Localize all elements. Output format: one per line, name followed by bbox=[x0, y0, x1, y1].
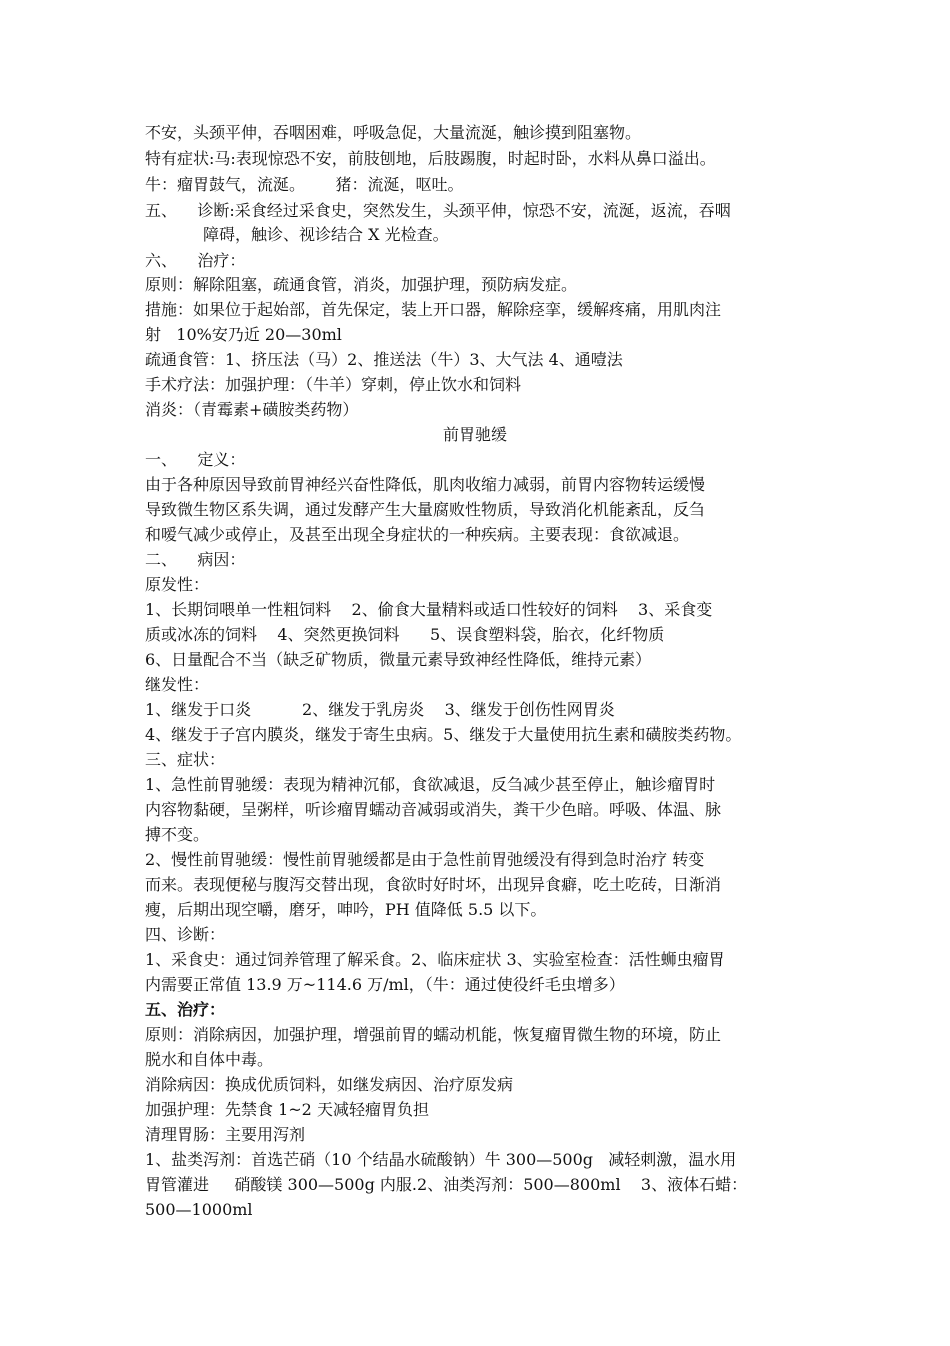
text-line: 和嗳气减少或停止，及甚至出现全身症状的一种疾病。主要表现：食欲减退。 bbox=[145, 525, 690, 544]
text-line: 内容物黏硬，呈粥样，听诊瘤胃蠕动音减弱或消失，粪干少色暗。呼吸、体温、脉 bbox=[145, 800, 722, 819]
text-line: 1、盐类泻剂：首选芒硝（10 个结晶水硫酸钠）牛 300—500g 减轻刺激，温水用 bbox=[145, 1150, 737, 1169]
text-line: 1、长期饲喂单一性粗饲料 2、偷食大量精料或适口性较好的饲料 3、采食变 bbox=[145, 600, 713, 619]
text-line: 内需要正常值 13.9 万~114.6 万/ml，（牛：通过使役纤毛虫增多） bbox=[145, 975, 625, 994]
text-line: 消炎：（青霉素+磺胺类药物） bbox=[145, 400, 359, 419]
text-line: 6、日量配合不当（缺乏矿物质，微量元素导致神经性降低，维持元素） bbox=[145, 650, 652, 669]
text-line: 障碍，触诊、视诊结合 X 光检查。 bbox=[203, 225, 449, 244]
section-heading: 三、症状： bbox=[145, 750, 226, 769]
section-heading: 四、诊断： bbox=[145, 925, 226, 944]
text-line: 而来。表现便秘与腹泻交替出现，食欲时好时坏，出现异食癖，吃土吃砖，日渐消 bbox=[145, 875, 722, 894]
text-line: 4、继发于子宫内膜炎，继发于寄生虫病。5、继发于大量使用抗生素和磺胺类药物。 bbox=[145, 725, 742, 744]
text-line: 2、慢性前胃驰缓：慢性前胃驰缓都是由于急性前胃弛缓没有得到急时治疗 转变 bbox=[145, 850, 705, 869]
text-line: 由于各种原因导致前胃神经兴奋性降低，肌肉收缩力减弱，前胃内容物转运缓慢 bbox=[145, 475, 706, 494]
text-line: 原则：解除阻塞，疏通食管，消炎，加强护理，预防病发症。 bbox=[145, 275, 578, 294]
text-line: 导致微生物区系失调，通过发酵产生大量腐败性物质，导致消化机能紊乱，反刍 bbox=[145, 500, 706, 519]
text-line: 牛：瘤胃鼓气，流涎。 猪：流涎，呕吐。 bbox=[145, 175, 464, 194]
text-line: 消除病因：换成优质饲料，如继发病因、治疗原发病 bbox=[145, 1075, 514, 1094]
text-line: 清理胃肠：主要用泻剂 bbox=[145, 1125, 306, 1144]
section-heading: 二、 病因： bbox=[145, 550, 246, 569]
text-line: 加强护理：先禁食 1~2 天减轻瘤胃负担 bbox=[145, 1100, 429, 1119]
text-line: 疏通食管：1、挤压法（马）2、推送法（牛）3、大气法 4、通噎法 bbox=[145, 350, 623, 369]
text-line: 1、继发于口炎 2、继发于乳房炎 3、继发于创伤性网胃炎 bbox=[145, 700, 615, 719]
text-line: 搏不变。 bbox=[145, 825, 210, 844]
text-line: 继发性： bbox=[145, 675, 210, 694]
text-line: 原发性： bbox=[145, 575, 210, 594]
section-heading: 五、 诊断:采食经过采食史，突然发生，头颈平伸，惊恐不安，流涎，返流，吞咽 bbox=[145, 201, 731, 220]
text-line: 1、采食史：通过饲养管理了解采食。2、临床症状 3、实验室检查：活性蛳虫瘤胃 bbox=[145, 950, 725, 969]
text-line: 措施：如果位于起始部，首先保定，装上开口器，解除痉挛，缓解疼痛，用肌肉注 bbox=[145, 300, 722, 319]
text-line: 手术疗法：加强护理：（牛羊）穿刺，停止饮水和饲料 bbox=[145, 375, 522, 394]
text-line: 胃管灌进 硝酸镁 300—500g 内服.2、油类泻剂：500—800ml 3、液体石蜡： bbox=[145, 1175, 748, 1194]
text-line: 质或冰冻的饲料 4、突然更换饲料 5、误食塑料袋，胎衣，化纤物质 bbox=[145, 625, 665, 644]
section-heading: 六、 治疗： bbox=[145, 251, 246, 270]
text-line: 射 10%安乃近 20—30ml bbox=[145, 325, 342, 344]
text-line: 特有症状:马:表现惊恐不安，前肢刨地，后肢踢腹，时起时卧，水料从鼻口溢出。 bbox=[145, 149, 716, 168]
text-line: 500—1000ml bbox=[145, 1200, 253, 1219]
text-line: 不安，头颈平伸，吞咽困难，呼吸急促，大量流涎，触诊摸到阻塞物。 bbox=[145, 123, 642, 142]
text-line: 原则：消除病因，加强护理，增强前胃的蠕动机能，恢复瘤胃微生物的环境，防止 bbox=[145, 1025, 722, 1044]
section-heading: 五、治疗： bbox=[145, 1000, 226, 1019]
section-heading: 一、 定义： bbox=[145, 450, 246, 469]
text-line: 瘦，后期出现空嚼，磨牙，呻吟，PH 值降低 5.5 以下。 bbox=[145, 900, 547, 919]
text-line: 1、急性前胃驰缓：表现为精神沉郁，食欲减退，反刍减少甚至停止，触诊瘤胃时 bbox=[145, 775, 716, 794]
section-title: 前胃驰缓 bbox=[442, 425, 507, 444]
text-line: 脱水和自体中毒。 bbox=[145, 1050, 274, 1069]
